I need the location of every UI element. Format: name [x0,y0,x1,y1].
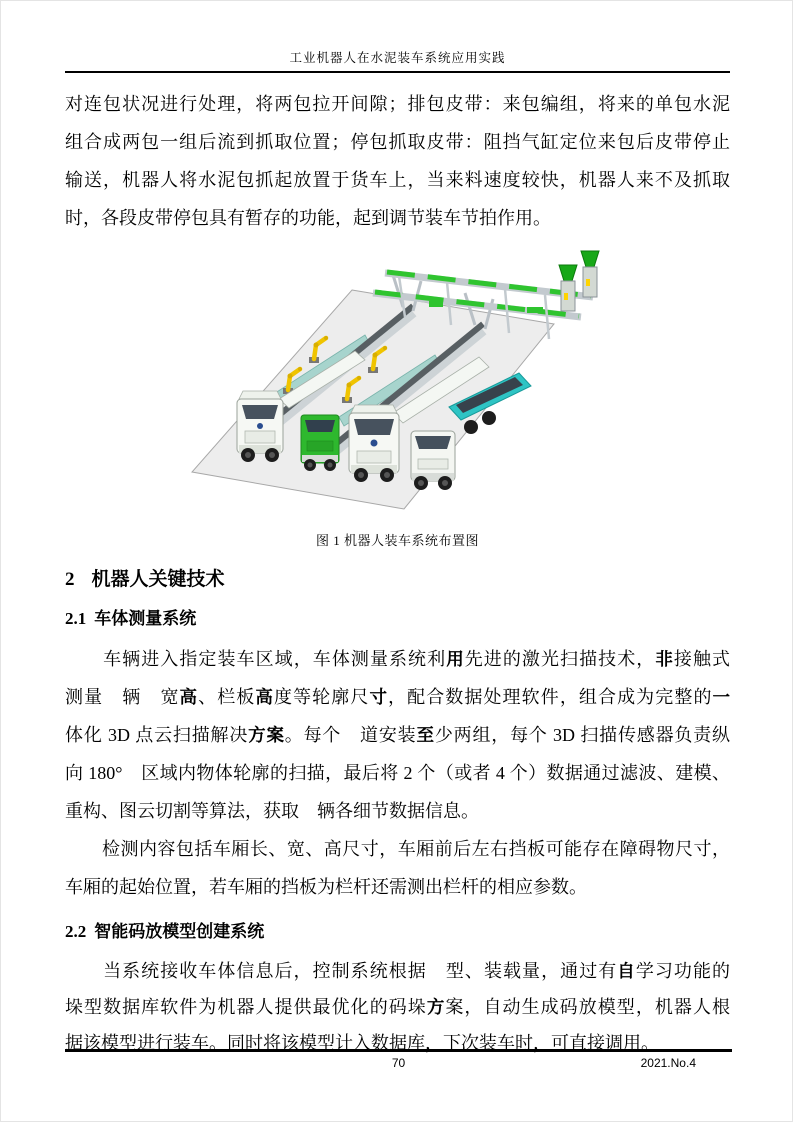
truck-green [301,415,339,471]
paragraph-stacking-model [65,953,730,1061]
text-line: 输送，机器人将水泥包抓起放置于货车上，当来料速度较快，机器人来不及抓取 [65,170,730,190]
section-title: 车体测量系统 [94,609,197,628]
text-line: 重构、图云切割等算法，获取 辆各细节数据信息。 [65,801,479,821]
figure-caption: 图 1 机器人装车系统布置图 [315,533,479,548]
page-header [65,48,730,73]
figure-illustration [189,245,607,517]
text-line: 向 180° 区域内物体轮廓的扫描，最后将 2 个（或者 4 个）数据通过滤波、建模、 [65,763,730,783]
page-body [65,85,730,1061]
text-line: 检测内容包括车厢长、宽、高尺寸，车厢前后左右挡板可能存在障碍物尺寸， [65,839,730,859]
hopper-machines [559,251,599,311]
section-title: 智能码放模型创建系统 [94,922,265,941]
text-line: 组合成两包一组后流到抓取位置；停包抓取皮带：阻挡气缸定位来包后皮带停止 [65,132,730,152]
text-line: 测量 辆 宽高、栏板高度等轮廓尺寸，配合数据处理软件，组合成为完整的一 [65,687,731,707]
running-title: 工业机器人在水泥装车系统应用实践 [289,51,506,65]
text-line: 据该模型进行装车。同时将该模型计入数据库，下次装车时，可直接调用。 [65,1033,659,1053]
text-line: 体化 3D 点云扫描解决方案。每个 道安装至少两组，每个 3D 扫描传感器负责纵 [65,725,731,745]
footer-rule [65,1049,732,1052]
section-number: 2.1 [65,609,87,628]
text-line: 时，各段皮带停包具有暂存的功能，起到调节装车节拍作用。 [65,208,551,228]
section-heading-2-2 [65,920,730,944]
page-footer [65,1049,732,1074]
text-line: 车辆进入指定装车区域，车体测量系统利用先进的激光扫描技术，非接触式 [65,649,731,669]
section-heading-2-1 [65,607,730,631]
text-line: 车厢的起始位置，若车厢的挡板为栏杆还需测出栏杆的相应参数。 [65,877,587,897]
section-title: 机器人关键技术 [91,569,225,590]
paragraph-belt-description [65,85,730,237]
figure-1 [65,245,730,549]
header-rule [65,71,730,73]
section-heading-2 [65,567,730,593]
section-number: 2 [65,569,75,590]
paragraph-detection-content [65,830,730,906]
issue-number: 2021.No.4 [640,1056,696,1070]
page-number: 70 [391,1056,406,1070]
text-line: 垛型数据库软件为机器人提供最优化的码垛方案，自动生成码放模型，机器人根 [65,997,731,1017]
text-line: 对连包状况进行处理，将两包拉开间隙；排包皮带：来包编组，将来的单包水泥 [65,94,730,114]
section-number: 2.2 [65,922,87,941]
text-line: 当系统接收车体信息后，控制系统根据 型、装载量，通过有自学习功能的 [65,961,731,981]
paragraph-measurement-system [65,640,730,830]
